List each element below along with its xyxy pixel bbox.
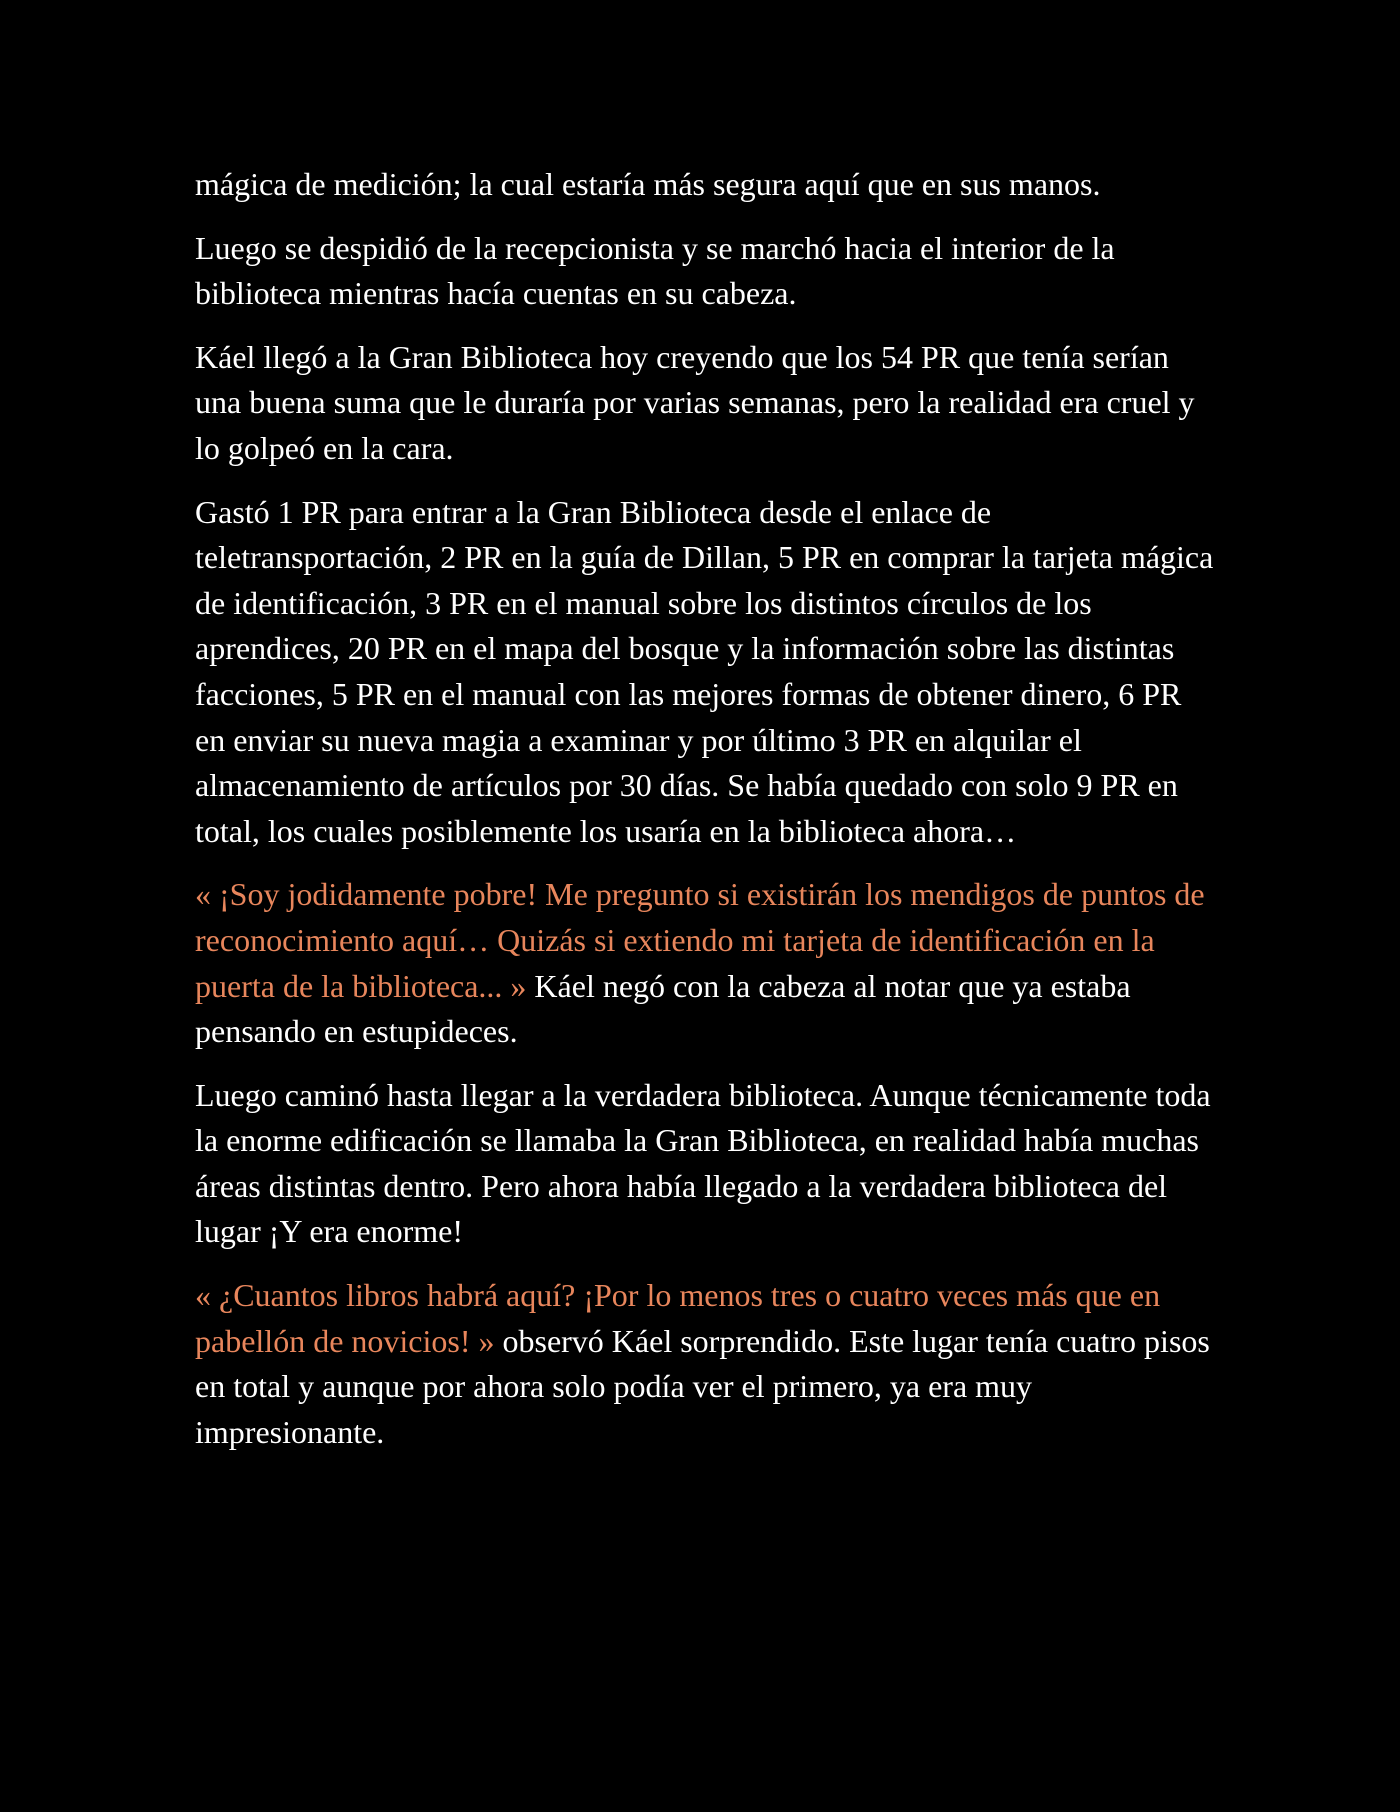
paragraph-7 bbox=[195, 1273, 1215, 1455]
paragraph-6 bbox=[195, 1073, 1215, 1255]
paragraph-text: Luego se despidió de la recepcionista y se marchó hacia el interior de la biblioteca mientras hacía cuentas en su cabeza. bbox=[195, 229, 1115, 312]
paragraph-text: mágica de medición; la cual estaría más segura aquí que en sus manos. bbox=[195, 166, 1101, 202]
document-page bbox=[195, 162, 1215, 1473]
paragraph-text: observó Káel sorprendido. Este lugar tenía cuatro pisos en total y aunque por ahora solo podía ver el primero, ya era muy impresionante. bbox=[195, 1322, 1210, 1450]
paragraph-5 bbox=[195, 872, 1215, 1054]
paragraph-2 bbox=[195, 226, 1215, 317]
paragraph-text: Gastó 1 PR para entrar a la Gran Biblioteca desde el enlace de teletransportación, 2 PR en la guía de Dillan, 5 PR en comprar la tarjeta mágica de identificación, 3 PR en el manual sobre los distintos círculos de los aprendices, 20 PR en el mapa del bosque y la información sobre las distintas facciones, 5 PR en el manual con las mejores formas de obtener dinero, 6 PR en enviar su nueva magia a examinar y por último 3 PR en alquilar el almacenamiento de artículos por 30 días. Se había quedado con solo 9 PR en total, los cuales posiblemente los usaría en la biblioteca ahora… bbox=[195, 493, 1214, 849]
paragraph-text: Luego caminó hasta llegar a la verdadera biblioteca. Aunque técnicamente toda la enorme edificación se llamaba la Gran Biblioteca, en realidad había muchas áreas distintas dentro. Pero ahora había llegado a la verdadera biblioteca del lugar ¡Y era enorme! bbox=[195, 1076, 1211, 1250]
inner-thought: « ¡Soy jodidamente pobre! Me pregunto si existirán los mendigos de puntos de reconocimiento aquí… Quizás si extiendo mi tarjeta de identificación en la puerta de la biblioteca... » bbox=[195, 876, 1205, 1004]
paragraph-3 bbox=[195, 335, 1215, 472]
paragraph-1 bbox=[195, 162, 1215, 208]
paragraph-text: Káel llegó a la Gran Biblioteca hoy creyendo que los 54 PR que tenía serían una buena suma que le duraría por varias semanas, pero la realidad era cruel y lo golpeó en la cara. bbox=[195, 338, 1195, 466]
paragraph-text: Káel negó con la cabeza al notar que ya estaba pensando en estupideces. bbox=[195, 967, 1131, 1050]
inner-thought: « ¿Cuantos libros habrá aquí? ¡Por lo menos tres o cuatro veces más que en pabellón de novicios! » bbox=[195, 1277, 1161, 1359]
paragraph-4 bbox=[195, 490, 1215, 855]
